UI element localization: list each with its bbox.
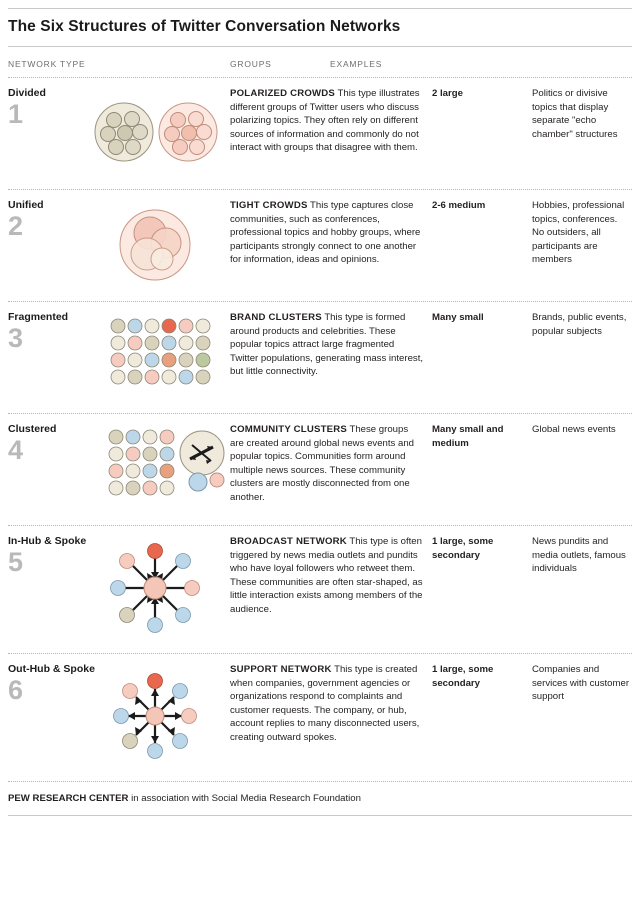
row-type-label: Fragmented xyxy=(8,311,69,323)
row-number: 1 xyxy=(8,99,24,129)
row-examples: Brands, public events, popular subjects xyxy=(532,312,627,337)
row-examples: News pundits and media outlets, famous individuals xyxy=(532,536,626,575)
row-type-cell xyxy=(8,199,80,291)
row-examples: Politics or divisive topics that display separate "echo chamber" structures xyxy=(532,88,618,140)
hub-out-diagram xyxy=(80,663,230,771)
row-description-text: This type is created when companies, government agencies or organizations respond to complaints and customer requests. The company, or hub, account replies to many disconnected users, creating outward spokes. xyxy=(230,664,420,744)
row-type-label: Out-Hub & Spoke xyxy=(8,663,95,675)
row-network-name: BROADCAST NETWORK xyxy=(230,536,347,547)
source-note xyxy=(8,782,632,804)
row-description xyxy=(230,311,432,403)
row-examples: Companies and services with customer support xyxy=(532,664,630,703)
row-network-name: COMMUNITY CLUSTERS xyxy=(230,424,347,435)
row-number: 6 xyxy=(8,675,24,705)
infographic-page xyxy=(0,8,640,904)
row-description-text: This type is often triggered by news media outlets and pundits who have loyal followers who retweet them. These communities are often star-shaped, as little interaction exists among members of the audience. xyxy=(230,536,423,616)
grid-dots-diagram xyxy=(80,311,230,403)
row-groups: 1 large, some secondary xyxy=(432,536,494,561)
row-type-cell xyxy=(8,311,80,403)
row-number: 2 xyxy=(8,211,24,241)
row-groups: 1 large, some secondary xyxy=(432,664,494,689)
row-type-label: Divided xyxy=(8,87,46,99)
hub-in-diagram xyxy=(80,535,230,643)
row-number: 4 xyxy=(8,435,24,465)
two-clusters-diagram xyxy=(80,87,230,179)
row-examples: Hobbies, professional topics, conferences. No outsiders, all participants are members xyxy=(532,200,625,266)
row-type-label: Unified xyxy=(8,199,44,211)
table-row xyxy=(8,653,632,781)
table-row xyxy=(8,301,632,413)
row-network-name: TIGHT CROWDS xyxy=(230,200,308,211)
row-description xyxy=(230,423,432,515)
row-description xyxy=(230,199,432,291)
row-groups: Many small xyxy=(432,312,484,323)
row-description-text: This type captures close communities, such as conferences, professional topics and hobby groups, where participants strongly connect to one another for information, ideas and opinions. xyxy=(230,200,421,266)
row-type-label: Clustered xyxy=(8,423,57,435)
row-type-cell xyxy=(8,423,80,515)
row-type-cell xyxy=(8,663,95,771)
row-description xyxy=(230,663,432,771)
column-header-groups: GROUPS xyxy=(230,59,272,69)
row-network-name: BRAND CLUSTERS xyxy=(230,312,322,323)
row-type-cell xyxy=(8,87,80,179)
table-row xyxy=(8,525,632,653)
column-headers xyxy=(8,47,632,77)
page-title: The Six Structures of Twitter Conversation Networks xyxy=(8,18,401,35)
row-graphic xyxy=(80,87,230,179)
row-description-text: These groups are created around global news events and popular topics. Communities form around multiple news sources. These community clusters are mostly disconnected from one another. xyxy=(230,424,415,504)
row-groups: Many small and medium xyxy=(432,424,504,449)
row-type-label: In-Hub & Spoke xyxy=(8,535,87,547)
row-groups: 2 large xyxy=(432,88,463,99)
row-number: 3 xyxy=(8,323,24,353)
row-description-text: This type is formed around products and celebrities. These popular topics attract large fragmented Twitter populations, generating mass interest, but little connectivity. xyxy=(230,312,424,378)
row-graphic xyxy=(80,535,230,643)
row-graphic xyxy=(80,199,230,291)
table-row xyxy=(8,77,632,189)
bottom-divider xyxy=(8,815,632,816)
source-organization: PEW RESEARCH CENTER xyxy=(8,793,129,804)
row-examples: Global news events xyxy=(532,424,616,435)
column-header-examples: EXAMPLES xyxy=(330,59,383,69)
row-graphic xyxy=(80,311,230,403)
one-cluster-diagram xyxy=(80,199,230,291)
row-number: 5 xyxy=(8,547,24,577)
row-network-name: POLARIZED CROWDS xyxy=(230,88,335,99)
row-groups: 2-6 medium xyxy=(432,200,486,211)
row-description xyxy=(230,535,432,643)
row-description-text: This type illustrates different groups of Twitter users who discuss polarizing topics. They often rely on different sources of information and commonly do not interact with groups that disagree with them. xyxy=(230,88,420,154)
row-description xyxy=(230,87,432,179)
row-graphic xyxy=(80,423,230,515)
column-header-network-type: NETWORK TYPE xyxy=(8,59,86,69)
source-partner: in association with Social Media Research Foundation xyxy=(128,793,361,804)
table-row xyxy=(8,189,632,301)
grid-plus-hub-diagram xyxy=(80,423,230,515)
row-graphic xyxy=(80,663,230,771)
row-network-name: SUPPORT NETWORK xyxy=(230,664,332,675)
row-type-cell xyxy=(8,535,87,643)
table-row xyxy=(8,413,632,525)
